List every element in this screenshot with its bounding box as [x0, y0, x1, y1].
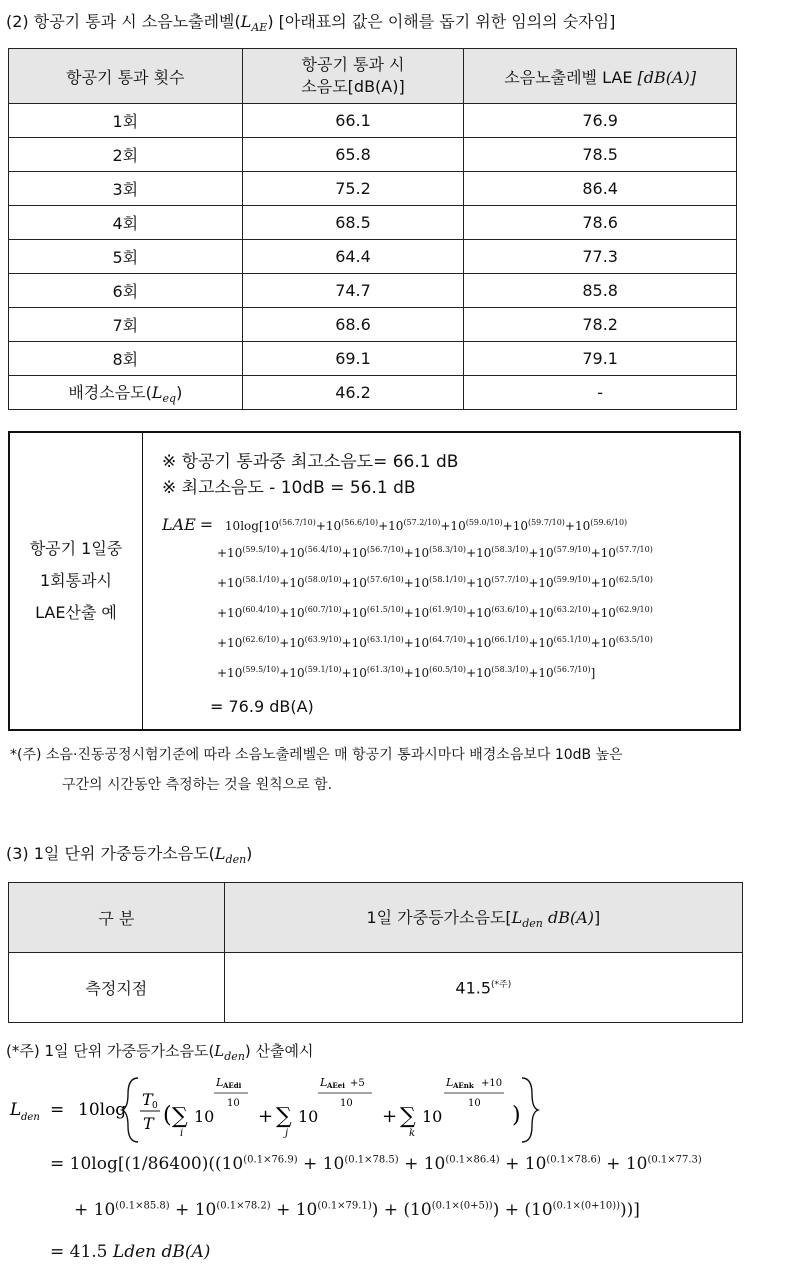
exponent: (0.1×78.5): [344, 1154, 399, 1166]
sum-index-j: j: [285, 1128, 289, 1139]
symbol-sub: den: [522, 917, 543, 930]
exponent: (56.7/10): [553, 665, 591, 674]
calc-label-line: 1회통과시: [39, 571, 112, 590]
symbol: L: [511, 908, 523, 927]
heading-text: ): [246, 844, 253, 863]
header-text: 1일 가중등가소음도[: [366, 908, 512, 927]
sum-sign: ∑: [400, 1104, 416, 1129]
exp-plus: +10: [481, 1078, 503, 1089]
symbol: L: [151, 383, 163, 402]
symbol-sub: den: [224, 1050, 245, 1063]
exponent: (62.5/10): [615, 575, 653, 584]
table-row: [9, 104, 737, 138]
table-row: [9, 206, 737, 240]
exponent: (58.3/10): [491, 665, 529, 674]
exponent: (63.5/10): [615, 635, 653, 644]
exponent: (63.1/10): [366, 635, 404, 644]
exponent: (58.3/10): [491, 545, 529, 554]
exponent: (61.9/10): [429, 605, 467, 614]
sum-sign: ∑: [276, 1104, 292, 1129]
row-lae: 86.4: [464, 172, 737, 206]
value: 41.5: [455, 978, 492, 998]
exponent: (59.6/10): [590, 518, 628, 527]
lden-table: [8, 882, 743, 1023]
exponent: (63.9/10): [304, 635, 342, 644]
result-unit: Lden dB(A): [112, 1242, 211, 1262]
heading-text: (3) 1일 단위 가중등가소음도(: [6, 844, 215, 863]
exponent: (62.9/10): [615, 605, 653, 614]
row-noise: 66.1: [242, 104, 464, 138]
row-lae: -: [464, 376, 737, 410]
log-text: 10log: [78, 1100, 127, 1120]
exponent: (58.1/10): [242, 575, 280, 584]
table-row: [9, 953, 743, 1023]
lden-result: [50, 1242, 210, 1262]
exponent: (63.6/10): [491, 605, 529, 614]
exponent: (0.1×77.3): [647, 1154, 702, 1166]
heading-text: (2) 항공기 통과 시 소음노출레벨(: [6, 12, 241, 31]
table-row: [9, 138, 737, 172]
header-pass-count: 항공기 통과 횟수: [9, 49, 243, 104]
table-row: [9, 274, 737, 308]
heading-text: ) [아래표의 값은 이해를 돕기 위한 임의의 숫자임]: [267, 12, 616, 31]
calc-note-2: ※ 최고소음도 - 10dB = 56.1 dB: [162, 478, 416, 498]
paren-close: ): [512, 1103, 521, 1128]
exponent: (56.7/10): [366, 545, 404, 554]
exponent: (60.4/10): [242, 605, 280, 614]
row-label: [9, 376, 243, 410]
exponent: (0.1×86.4): [445, 1154, 500, 1166]
base-ten: 10: [298, 1107, 319, 1126]
exponent: (58.3/10): [429, 545, 467, 554]
calc-formula-line-4: $+10^{(60.4/10)}+10^{(60.7/10)}+10^{(61.5/10)}+10^{(61.9/10)}+10^{(63.6/10)}+10^{(63.2/10)}+10^{(62.9/10)}$: [217, 605, 653, 620]
exponent: (59.1/10): [304, 665, 342, 674]
calc-result: = 76.9 dB(A): [210, 697, 314, 716]
lhs-sub: den: [21, 1112, 40, 1123]
exponent: (57.6/10): [366, 575, 404, 584]
header-lae: [464, 49, 737, 104]
t0-sub: 0: [152, 1101, 158, 1111]
lae-symbol: LAE: [162, 515, 196, 534]
exp-denominator: 10: [227, 1098, 240, 1109]
row-noise: 69.1: [242, 342, 464, 376]
exponent: (60.7/10): [304, 605, 342, 614]
symbol: L: [240, 12, 252, 31]
row-lae: 79.1: [464, 342, 737, 376]
base-ten: 10: [422, 1107, 443, 1126]
row-label: 8회: [9, 342, 243, 376]
row-lae: 78.2: [464, 308, 737, 342]
label-text: 배경소음도(: [68, 383, 152, 402]
exp-sub: AEdi: [223, 1081, 242, 1090]
calc-formula-line-1: LAE = $10\log[10^{(56.7/10)}+10^{(56.6/10)}+10^{(57.2/10)}+10^{(59.0/10)}+10^{(59.7/10)}+10^{(59.6/10)}$: [162, 515, 628, 534]
exponent: (58.0/10): [304, 575, 342, 584]
section-3-heading: [6, 841, 252, 866]
header-lden: [224, 883, 742, 953]
exp-symbol: L: [216, 1076, 224, 1089]
plus-sign: +: [382, 1106, 398, 1127]
row-lae: 78.6: [464, 206, 737, 240]
exponent: (62.6/10): [242, 635, 280, 644]
lden-formula-svg: [0, 1066, 560, 1148]
row-noise: 65.8: [242, 138, 464, 172]
footnote-1-line-2: 구간의 시간동안 측정하는 것을 원칙으로 함.: [62, 777, 333, 793]
row-noise: 46.2: [242, 376, 464, 410]
exponent: (0.1×85.8): [115, 1200, 170, 1212]
row-label: 2회: [9, 138, 243, 172]
exponent: (59.9/10): [553, 575, 591, 584]
exponent: (57.2/10): [403, 518, 441, 527]
lae-calc-box: [8, 431, 741, 731]
label-text: ): [176, 383, 183, 402]
result-value: = 41.5: [50, 1242, 108, 1262]
symbol: L: [214, 844, 226, 863]
row-lae: 78.5: [464, 138, 737, 172]
symbol-sub: eq: [162, 392, 177, 405]
symbol-sub: AE: [251, 21, 268, 34]
lden-line-2: = $10\log[(1/86400)((10^{(0.1\times 76.9)} + 10^{(0.1\times 78.5)} + 10^{(0.1\times 86.4)} + 10^{(0.1\times 78.6)} + 10^{(0.1\times 77.3)}$: [50, 1154, 702, 1174]
symbol: L: [214, 1042, 225, 1060]
exp-symbol: L: [446, 1076, 454, 1089]
row-noise: 74.7: [242, 274, 464, 308]
t0: T: [142, 1090, 153, 1109]
calc-formula-line-3: $+10^{(58.1/10)}+10^{(58.0/10)}+10^{(57.6/10)}+10^{(58.1/10)}+10^{(57.7/10)}+10^{(59.9/10)}+10^{(62.5/10)}$: [217, 575, 653, 590]
exponent: (0.1×79.1): [317, 1200, 372, 1212]
table-header-row: [9, 49, 737, 104]
calc-label-line: LAE산출 예: [35, 603, 117, 622]
row-noise: 64.4: [242, 240, 464, 274]
header-line: 소음노출레벨 LAE: [504, 67, 633, 87]
symbol-sub: den: [225, 853, 247, 866]
exponent: (57.7/10): [491, 575, 529, 584]
exp-symbol: L: [320, 1076, 328, 1089]
calc-formula-line-2: $+10^{(59.5/10)}+10^{(56.4/10)}+10^{(56.7/10)}+10^{(58.3/10)}+10^{(58.3/10)}+10^{(57.9/10)}+10^{(57.7/10)}$: [217, 545, 653, 560]
exponent: (59.5/10): [242, 665, 280, 674]
table-row: [9, 342, 737, 376]
footnote-text: (*주) 1일 단위 가중등가소음도(: [6, 1042, 215, 1060]
exp-sub: AEnk: [453, 1081, 474, 1090]
exponent: (0.1×76.9): [243, 1154, 298, 1166]
log-prefix: 10log[: [224, 519, 264, 533]
table-row: [9, 240, 737, 274]
row-noise: 68.6: [242, 308, 464, 342]
table-row: [9, 308, 737, 342]
sum-index-i: i: [180, 1128, 184, 1139]
calc-formula-line-5: $+10^{(62.6/10)}+10^{(63.9/10)}+10^{(63.1/10)}+10^{(64.7/10)}+10^{(66.1/10)}+10^{(65.1/10)}+10^{(63.5/10)}$: [217, 635, 653, 650]
unit: dB(A): [547, 908, 594, 927]
calc-label: [10, 433, 143, 729]
exp-plus: +5: [350, 1078, 365, 1089]
header-line: 항공기 통과 시: [301, 55, 405, 74]
row-noise: 68.5: [242, 206, 464, 240]
right-brace: [522, 1078, 538, 1142]
row-noise: 75.2: [242, 172, 464, 206]
equals-sign: =: [199, 515, 214, 534]
row-value: [224, 953, 742, 1023]
lden-line-3: + $10^{(0.1\times 85.8)} + 10^{(0.1\times 78.2)} + 10^{(0.1\times 79.1)}) + (10^{(0.1\times(0+5))}) + (10^{(0.1\times(0+10))})$)]: [74, 1200, 640, 1220]
header-unit: [dB(A)]: [637, 67, 697, 87]
note-mark: (*주): [491, 980, 512, 991]
t-fraction: [140, 1090, 160, 1133]
row-label: 7회: [9, 308, 243, 342]
header-noise-level: [242, 49, 464, 104]
exponent: (59.5/10): [242, 545, 280, 554]
exponent: (59.7/10): [527, 518, 565, 527]
footnote-text: ) 산출예시: [244, 1042, 314, 1060]
sum-sign: ∑: [172, 1104, 188, 1129]
table-row: [9, 172, 737, 206]
exponent: (0.1×78.6): [546, 1154, 601, 1166]
exponent: (61.3/10): [366, 665, 404, 674]
exponent: (0.1×(0+10)): [552, 1200, 620, 1212]
footnote-1-line-1: *(주) 소음·진동공정시험기준에 따라 소음노출레벨은 매 항공기 통과시마다 배경소음보다 10dB 높은: [10, 747, 623, 763]
calc-note-1: ※ 항공기 통과중 최고소음도= 66.1 dB: [162, 452, 459, 472]
exponent: (60.5/10): [429, 665, 467, 674]
calc-label-line: 항공기 1일중: [29, 539, 123, 558]
table-header-row: [9, 883, 743, 953]
exponent: (63.2/10): [553, 605, 591, 614]
calc-formula-line-6: $+10^{(59.5/10)}+10^{(59.1/10)}+10^{(61.3/10)}+10^{(60.5/10)}+10^{(58.3/10)}+10^{(56.7/10)}$]: [217, 665, 596, 680]
base-ten: 10: [194, 1107, 215, 1126]
row-lae: 85.8: [464, 274, 737, 308]
exponent: (56.6/10): [341, 518, 379, 527]
paren-open: (: [163, 1103, 172, 1128]
exponent: (61.5/10): [366, 605, 404, 614]
row-lae: 76.9: [464, 104, 737, 138]
t-symbol: T: [143, 1114, 154, 1133]
lae-table: [8, 48, 737, 410]
sum-index-k: k: [409, 1128, 416, 1139]
exponent: (66.1/10): [491, 635, 529, 644]
exp-sub: AEei: [327, 1081, 345, 1090]
header-line: 소음도[dB(A)]: [301, 77, 405, 96]
table-row-background: [9, 376, 737, 410]
section-2-heading: [6, 9, 615, 34]
row-lae: 77.3: [464, 240, 737, 274]
header-category: 구 분: [9, 883, 225, 953]
lhs-symbol: L: [10, 1100, 22, 1120]
exponent: (0.1×(0+5)): [431, 1200, 493, 1212]
row-label: 5회: [9, 240, 243, 274]
row-label: 측정지점: [9, 953, 225, 1023]
lden-lhs: [9, 1100, 126, 1123]
exponent: (0.1×78.2): [216, 1200, 271, 1212]
row-label: 4회: [9, 206, 243, 240]
exponent: (57.9/10): [553, 545, 591, 554]
exponent: (56.7/10): [278, 518, 316, 527]
row-label: 6회: [9, 274, 243, 308]
equals-sign: =: [50, 1100, 65, 1120]
exponent: (56.4/10): [304, 545, 342, 554]
exponent: (65.1/10): [553, 635, 591, 644]
exp-denominator: 10: [340, 1098, 353, 1109]
exponent: (58.1/10): [429, 575, 467, 584]
exponent: (64.7/10): [429, 635, 467, 644]
row-label: 3회: [9, 172, 243, 206]
exponent: (59.0/10): [465, 518, 503, 527]
footnote-2: [6, 1040, 314, 1063]
plus-sign: +: [258, 1106, 274, 1127]
row-label: 1회: [9, 104, 243, 138]
exponent: (57.7/10): [615, 545, 653, 554]
formula-text: = 10log[(1/86400)((10: [50, 1154, 244, 1174]
header-text: ]: [594, 908, 601, 927]
exp-denominator: 10: [468, 1098, 481, 1109]
